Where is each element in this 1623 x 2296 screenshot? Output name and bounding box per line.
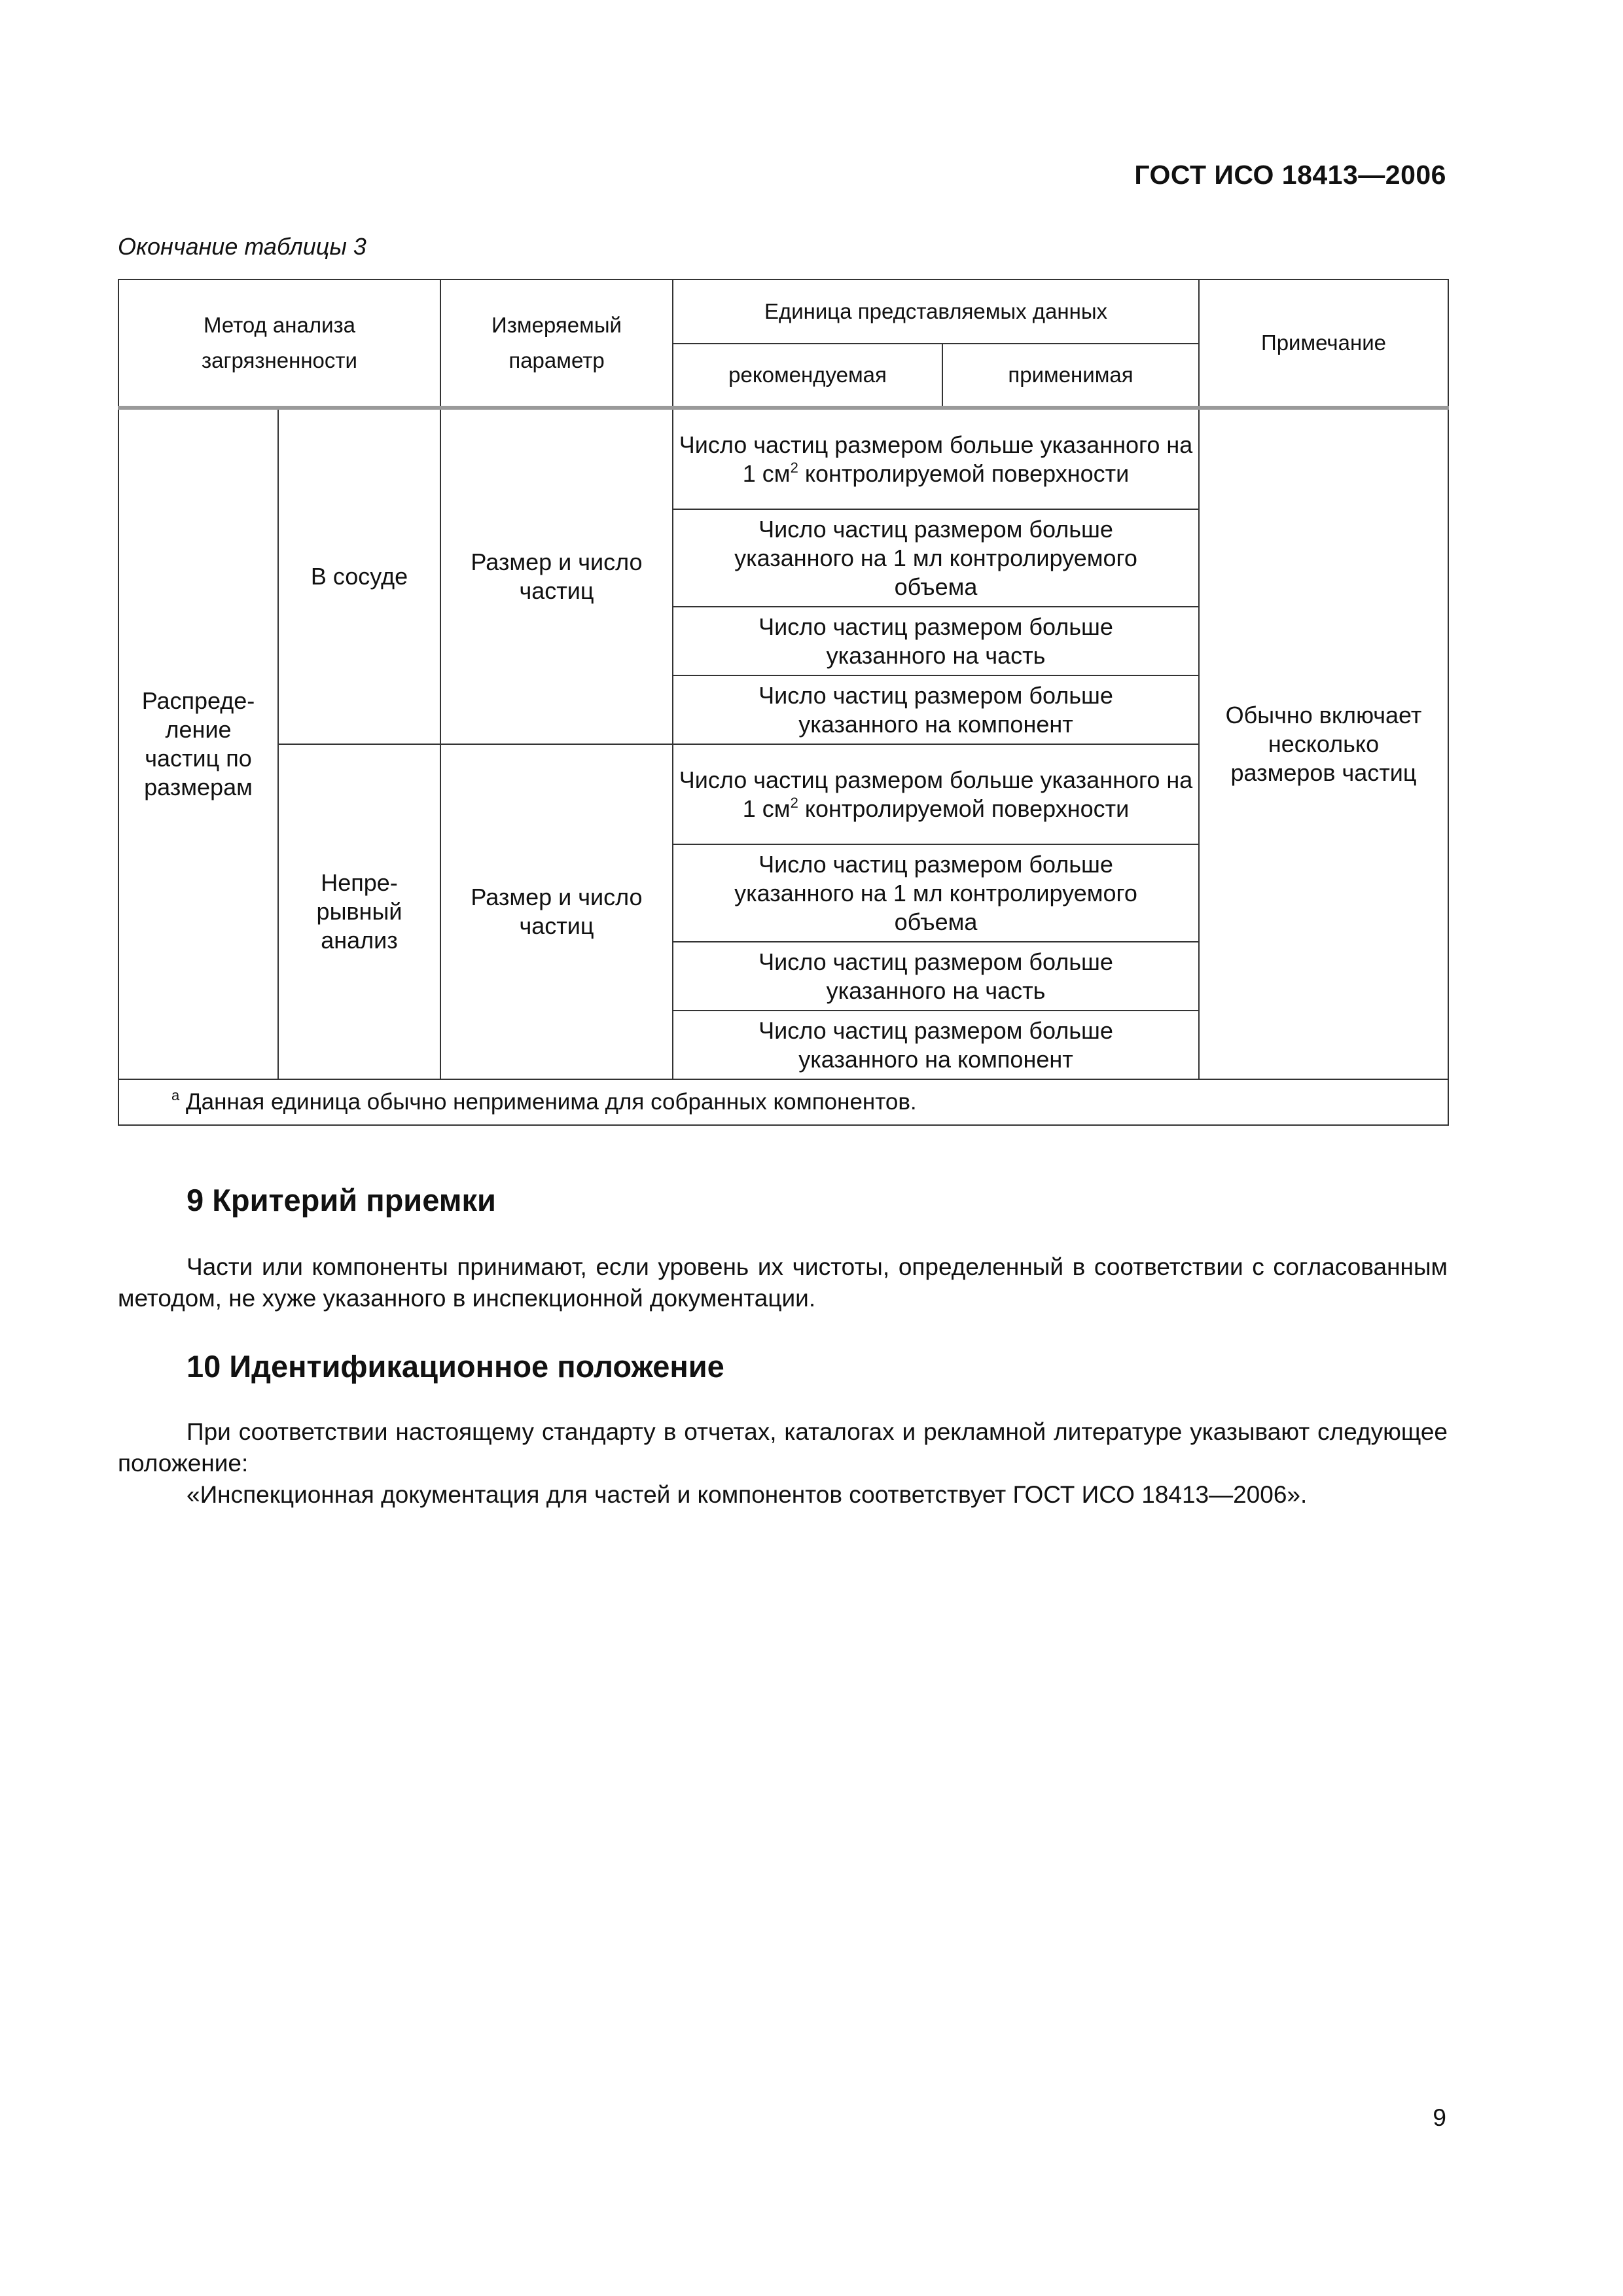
unit-cell: Число частиц размером больше указанного на компонент [673, 1011, 1199, 1079]
header-note: Примечание [1199, 279, 1448, 408]
method-cell: Распреде-ление частиц по размерам [118, 408, 278, 1079]
table-footnote: $^а$ Данная единица обычно неприменима для собранных компонентов. [118, 1079, 1448, 1125]
table-header-row [118, 279, 1448, 344]
section-9-body [118, 1251, 1448, 1314]
unit-cell: Число частиц размером больше указанного на компонент [673, 675, 1199, 744]
unit-cell: Число частиц размером больше указанного на часть [673, 942, 1199, 1011]
paragraph: Части или компоненты принимают, если уровень их чистоты, определенный в соответствии с согласованным методом, не хуже указанного в инспекционной документации. [118, 1253, 1448, 1312]
unit-cell: Число частиц размером больше указанного на часть [673, 607, 1199, 675]
document-code: ГОСТ ИСО 18413—2006 [1134, 160, 1446, 190]
page-number: 9 [1433, 2104, 1446, 2131]
submethod-cell: Непре-рывный анализ [278, 744, 440, 1079]
contamination-table [118, 279, 1449, 1126]
header-method: Метод анализа загрязненности [118, 279, 440, 408]
superscript: 2 [790, 794, 798, 811]
unit-cell: Число частиц размером больше указанного на 1 мл контролируемого объема [673, 509, 1199, 607]
superscript: 2 [790, 459, 798, 476]
submethod-cell: В сосуде [278, 408, 440, 744]
table-footnote-row [118, 1079, 1448, 1125]
table-caption: Окончание таблицы 3 [118, 233, 366, 260]
paragraph: При соответствии настоящему стандарту в отчетах, каталогах и рекламной литературе указывают следующее положение: [118, 1418, 1448, 1477]
header-recommended: рекомендуемая [673, 344, 942, 408]
unit-cell: Число частиц размером больше указанного на 1 $см^2$ контролируемой поверхности [673, 408, 1199, 509]
table-row [118, 408, 1448, 509]
note-cell: Обычно включает несколько размеров частиц [1199, 408, 1448, 1079]
header-parameter: Измеряемый параметр [440, 279, 673, 408]
section-10-body [118, 1416, 1448, 1511]
header-unit-group: Единица представляемых данных [673, 279, 1199, 344]
section-10-heading: 10 Идентификационное положение [187, 1349, 724, 1384]
parameter-cell: Размер и число частиц [440, 744, 673, 1079]
unit-cell: Число частиц размером больше указанного на 1 мл контролируемого объема [673, 844, 1199, 942]
section-9-heading: 9 Критерий приемки [187, 1183, 496, 1217]
unit-cell: Число частиц размером больше указанного на 1 $см^2$ контролируемой поверхности [673, 744, 1199, 844]
footnote-mark: а [171, 1087, 180, 1103]
header-applicable: применимая [942, 344, 1199, 408]
paragraph: «Инспекционная документация для частей и компонентов соответствует ГОСТ ИСО 18413—2006». [187, 1481, 1308, 1508]
parameter-cell: Размер и число частиц [440, 408, 673, 744]
